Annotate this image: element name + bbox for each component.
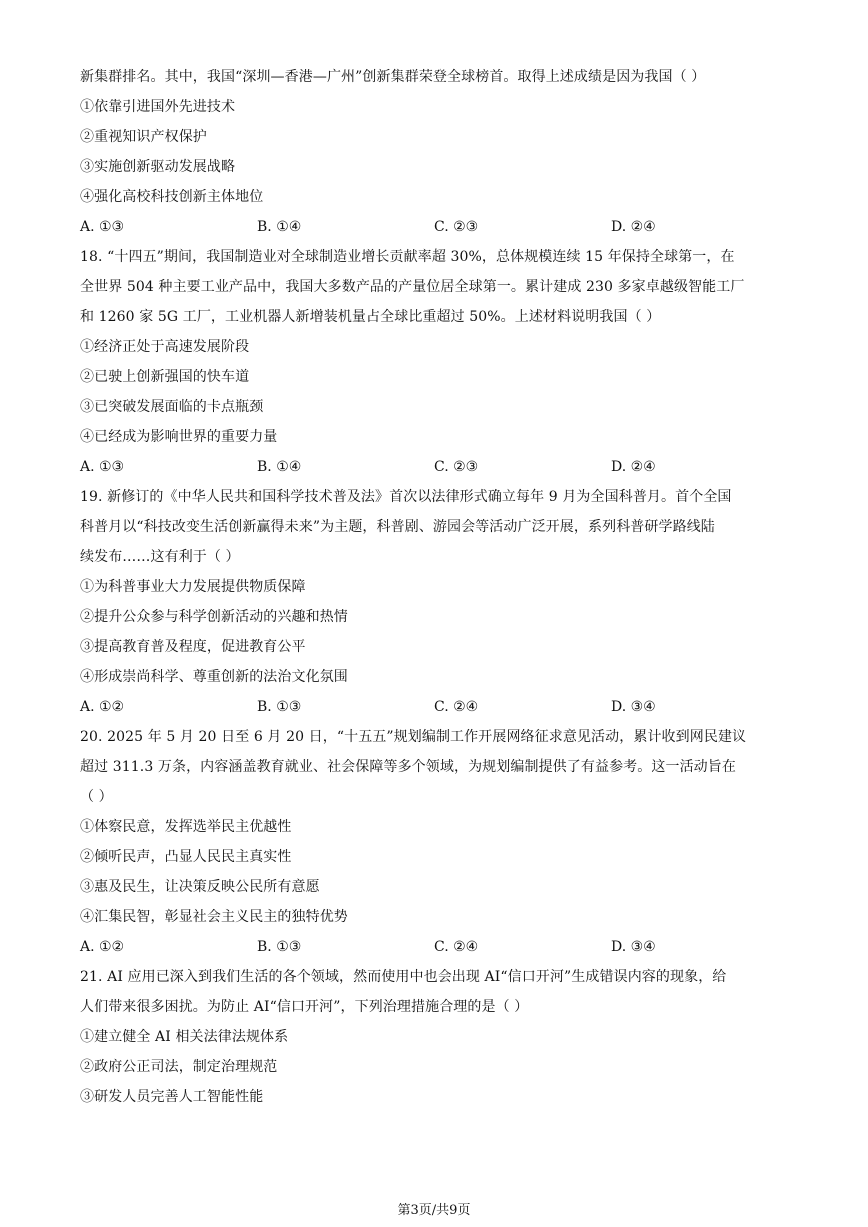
- option-line: ①依靠引进国外先进技术: [80, 99, 236, 115]
- question-19: [80, 482, 788, 722]
- option-line: ④已经成为影响世界的重要力量: [80, 429, 278, 445]
- option-line: ③已突破发展面临的卡点瓶颈: [80, 399, 264, 415]
- question-stem-line: 19. 新修订的《中华人民共和国科学技术普及法》首次以法律形式确立每年 9 月为全国科普月。首个全国: [80, 489, 732, 505]
- choice-d: D. ②④: [611, 459, 656, 475]
- question-stem-line: 科普月以“科技改变生活创新赢得未来”为主题，科普剧、游园会等活动广泛开展，系列科普研学路线陆: [80, 519, 715, 535]
- option-line: ④强化高校科技创新主体地位: [80, 189, 264, 205]
- question-stem-line: 18. “十四五”期间，我国制造业对全球制造业增长贡献率超 30%，总体规模连续 15 年保持全球第一，在: [80, 249, 735, 265]
- option-line: ②已驶上创新强国的快车道: [80, 369, 250, 385]
- option-line: ①为科普事业大力发展提供物质保障: [80, 579, 306, 595]
- answer-choices: [80, 692, 788, 722]
- option-line: ③实施创新驱动发展战略: [80, 159, 236, 175]
- choice-c: C. ②④: [434, 939, 479, 955]
- answer-choices: [80, 932, 788, 962]
- question-stem-line: （ ）: [80, 789, 113, 805]
- question-21: [80, 962, 788, 1112]
- question-stem-line: 和 1260 家 5G 工厂，工业机器人新增装机量占全球比重超过 50%。上述材料说明我国（ ）: [80, 309, 661, 325]
- choice-c: C. ②④: [434, 699, 479, 715]
- question-20: [80, 722, 788, 962]
- option-line: ③惠及民生，让决策反映公民所有意愿: [80, 879, 320, 895]
- question-stem-line: 21. AI 应用已深入到我们生活的各个领域，然而使用中也会出现 AI“信口开河”生成错误内容的现象，给: [80, 969, 727, 985]
- question-17: [80, 62, 788, 242]
- option-line: ②提升公众参与科学创新活动的兴趣和热情: [80, 609, 348, 625]
- question-stem-line: 新集群排名。其中，我国“深圳—香港—广州”创新集群荣登全球榜首。取得上述成绩是因为我国（ ）: [80, 69, 706, 85]
- choice-a: A. ①②: [80, 699, 125, 715]
- option-line: ②政府公正司法，制定治理规范: [80, 1059, 278, 1075]
- question-stem-line: 全世界 504 种主要工业产品中，我国大多数产品的产量位居全球第一。累计建成 230 多家卓越级智能工厂: [80, 279, 745, 295]
- choice-d: D. ②④: [611, 219, 656, 235]
- option-line: ①建立健全 AI 相关法律法规体系: [80, 1029, 289, 1045]
- choice-d: D. ③④: [611, 699, 656, 715]
- option-line: ②倾听民声，凸显人民民主真实性: [80, 849, 292, 865]
- page-content: [80, 62, 788, 1112]
- answer-choices: [80, 452, 788, 482]
- question-stem-line: 超过 311.3 万条，内容涵盖教育就业、社会保障等多个领域，为规划编制提供了有益参考。这一活动旨在: [80, 759, 736, 775]
- choice-c: C. ②③: [434, 219, 479, 235]
- page-number-footer: 第3页/共9页: [397, 1203, 471, 1218]
- option-line: ④汇集民智，彰显社会主义民主的独特优势: [80, 909, 348, 925]
- option-line: ③提高教育普及程度，促进教育公平: [80, 639, 306, 655]
- choice-a: A. ①③: [80, 219, 125, 235]
- question-stem-line: 续发布……这有利于（ ）: [80, 549, 240, 565]
- choice-b: B. ①③: [257, 699, 302, 715]
- choice-a: A. ①②: [80, 939, 125, 955]
- question-18: [80, 242, 788, 482]
- choice-a: A. ①③: [80, 459, 125, 475]
- choice-b: B. ①④: [257, 219, 302, 235]
- choice-b: B. ①③: [257, 939, 302, 955]
- option-line: ②重视知识产权保护: [80, 129, 207, 145]
- answer-choices: [80, 212, 788, 242]
- option-line: ①体察民意，发挥选举民主优越性: [80, 819, 292, 835]
- question-stem-line: 人们带来很多困扰。为防止 AI“信口开河”，下列治理措施合理的是（ ）: [80, 999, 529, 1015]
- choice-d: D. ③④: [611, 939, 656, 955]
- option-line: ①经济正处于高速发展阶段: [80, 339, 250, 355]
- option-line: ③研发人员完善人工智能性能: [80, 1089, 264, 1105]
- question-stem-line: 20. 2025 年 5 月 20 日至 6 月 20 日，“十五五”规划编制工作开展网络征求意见活动，累计收到网民建议: [80, 729, 747, 745]
- option-line: ④形成崇尚科学、尊重创新的法治文化氛围: [80, 669, 348, 685]
- choice-b: B. ①④: [257, 459, 302, 475]
- choice-c: C. ②③: [434, 459, 479, 475]
